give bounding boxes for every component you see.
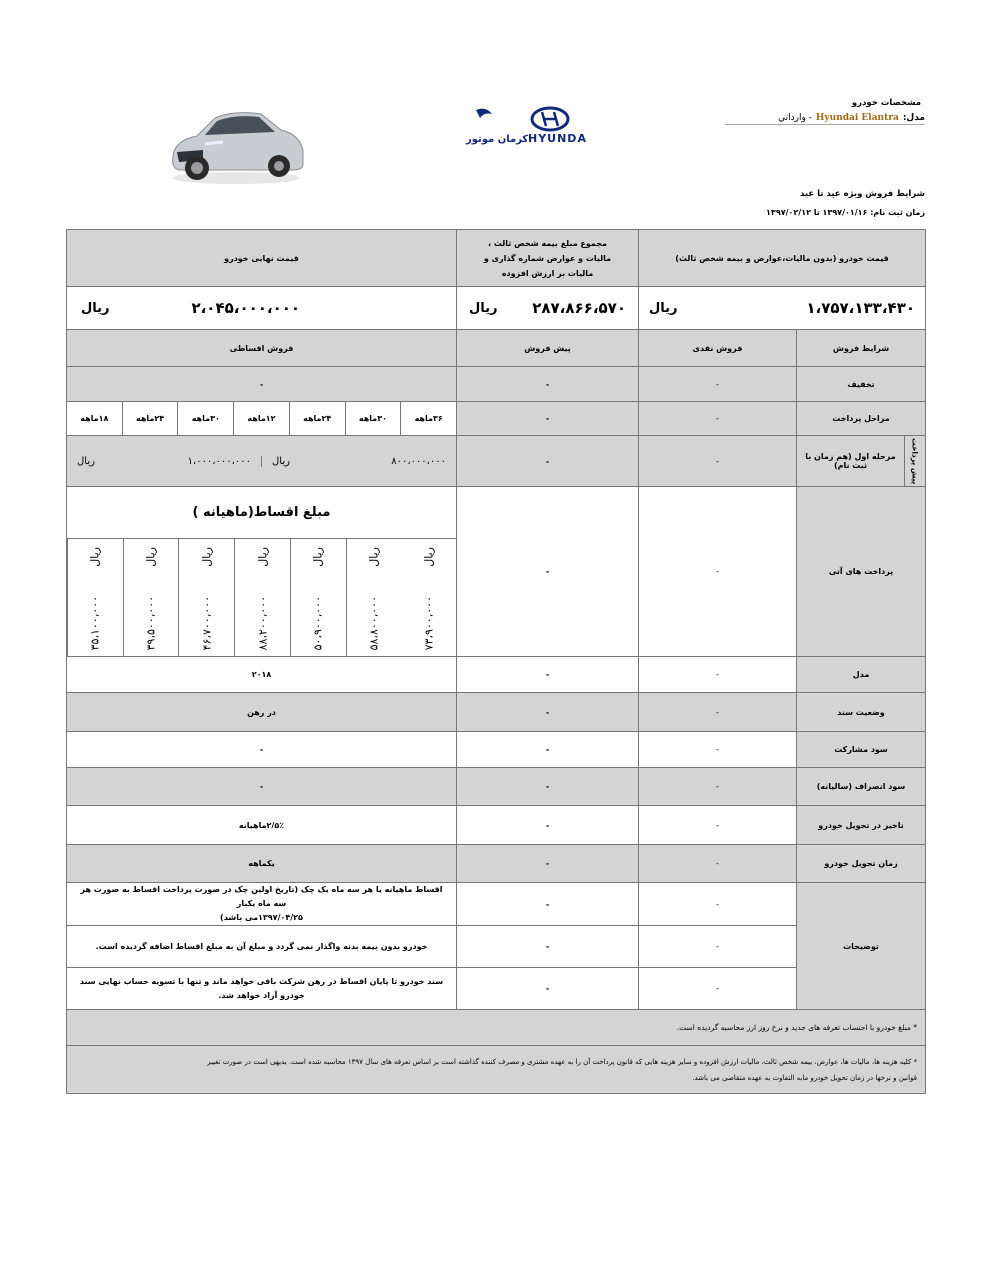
tax-currency: ريال <box>469 300 498 316</box>
tax-header-line1: مجموع مبلغ بیمه شخص ثالث ، <box>488 238 607 248</box>
delivery-pre: - <box>457 845 639 883</box>
stages-pre: - <box>457 402 639 436</box>
future-cash: - <box>639 487 797 657</box>
doc-status-installment: در رهن <box>67 693 457 732</box>
note-3-cash: - <box>639 968 797 1010</box>
partnership-label: سود مشارکت <box>797 732 926 768</box>
monthly-amount-col <box>346 539 402 656</box>
spec-title: مشخصات خودرو <box>851 98 921 108</box>
note-3-pre: - <box>457 968 639 1010</box>
note-1-cash: - <box>639 883 797 926</box>
model-pre: - <box>457 657 639 693</box>
doc-status-cash: - <box>639 693 797 732</box>
car-price-currency: ريال <box>649 300 678 316</box>
tax-cell <box>457 287 639 330</box>
final-price-currency: ريال <box>81 300 110 316</box>
registration-period: زمان ثبت نام: ۱۳۹۷/۰۱/۱۶ تا ۱۳۹۷/۰۲/۱۲ <box>766 208 925 217</box>
monthly-amount: ۴۶،۷۰۰،۰۰۰ <box>200 595 214 650</box>
cancel-label: سود انصراف (سالیانه) <box>797 768 926 806</box>
delay-label: تاخیر در تحویل خودرو <box>797 806 926 845</box>
discount-installment: - <box>67 367 457 402</box>
first-stage-b-value: ۱،۰۰۰،۰۰۰،۰۰۰ <box>187 455 251 467</box>
monthly-currency: ريال <box>256 547 270 567</box>
monthly-currency: ريال <box>422 547 436 567</box>
monthly-amount-col <box>67 539 123 656</box>
doc-status-pre: - <box>457 693 639 732</box>
first-stage-a-currency: ريال <box>272 455 290 467</box>
brand-en: HYUNDAI <box>528 132 586 145</box>
car-price-value: ۱،۷۵۷،۱۳۳،۴۳۰ <box>806 299 916 317</box>
tax-header <box>457 230 639 287</box>
brand-fa: کرمان موتور <box>466 134 529 145</box>
model-label: مدل <box>797 657 926 693</box>
monthly-currency: ريال <box>200 547 214 567</box>
cancel-installment: - <box>67 768 457 806</box>
partnership-installment: - <box>67 732 457 768</box>
discount-label: تخفیف <box>797 367 926 402</box>
monthly-amount: ۵۸،۸۰۰،۰۰۰ <box>367 595 381 650</box>
note-1: اقساط ماهیانه یا هر سه ماه یک چک (تاریخ اولین چک در صورت پرداخت اقساط به صورت هر سه ماه یکبار ۱۳۹۷/۰۴/۲۵می باشد) <box>67 883 457 926</box>
monthly-currency: ريال <box>88 547 102 567</box>
sale-title: شرایط فروش ویژه عید تا عید <box>799 189 925 199</box>
delivery-label: زمان تحویل خودرو <box>797 845 926 883</box>
tax-value: ۲۸۷،۸۶۶،۵۷۰ <box>532 299 626 317</box>
partnership-cash: - <box>639 732 797 768</box>
monthly-amount: ۳۵،۱۰۰،۰۰۰ <box>88 595 102 650</box>
delivery-installment: یکماهه <box>67 845 457 883</box>
tax-header-line2: مالیات و عوارض شماره گذاری و <box>483 253 612 263</box>
month-option: ۲۴ماهه <box>289 402 345 435</box>
delay-cash: - <box>639 806 797 845</box>
brand-logo <box>462 104 586 148</box>
model-installment: ۲۰۱۸ <box>67 657 457 693</box>
future-payments-label: پرداخت های آتی <box>797 487 926 657</box>
final-price-cell <box>67 287 457 330</box>
monthly-amount: ۳۹،۵۰۰،۰۰۰ <box>144 595 158 650</box>
monthly-currency: ريال <box>144 547 158 567</box>
first-stage-b-currency: ريال <box>77 455 95 467</box>
car-image <box>163 104 309 190</box>
cancel-pre: - <box>457 768 639 806</box>
monthly-amount-col <box>401 539 456 656</box>
doc-status-label: وضعیت سند <box>797 693 926 732</box>
conditions-label: شرایط فروش <box>797 330 926 367</box>
first-stage-pre: - <box>457 436 639 487</box>
model-line <box>725 111 925 125</box>
monthly-installments <box>67 487 457 657</box>
discount-pre: - <box>457 367 639 402</box>
monthly-amount-col <box>234 539 290 656</box>
model-cash: - <box>639 657 797 693</box>
pre-sale-header: پیش فروش <box>457 330 639 367</box>
note-2: خودرو بدون بیمه بدنه واگذار نمی گردد و مبلغ آن به مبلغ اقساط اضافه گردیده است. <box>67 926 457 968</box>
stages-cash: - <box>639 402 797 436</box>
notes-label: توضیحات <box>797 883 926 1010</box>
note-2-pre: - <box>457 926 639 968</box>
final-price-header: قیمت نهایی خودرو <box>67 230 457 287</box>
delivery-cash: - <box>639 845 797 883</box>
month-option: ۳۰ماهه <box>345 402 401 435</box>
first-stage-amounts <box>67 436 457 487</box>
prepayment-side: پیش پرداخت <box>905 436 926 487</box>
cancel-cash: - <box>639 768 797 806</box>
month-option: ۲۴ماهه <box>122 402 178 435</box>
delay-pre: - <box>457 806 639 845</box>
model-name: Hyundai Elantra <box>815 112 899 123</box>
cash-sale-header: فروش نقدی <box>639 330 797 367</box>
monthly-currency: ريال <box>367 547 381 567</box>
monthly-title: مبلغ اقساط(ماهیانه ) <box>67 487 456 539</box>
note-3: سند خودرو تا پایان اقساط در رهن شرکت باقی خواهد ماند و تنها با تسویه حساب نهایی سند خودرو آزاد خواهد شد. <box>67 968 457 1010</box>
tax-header-line3: مالیات بر ارزش افزوده <box>501 268 594 278</box>
discount-cash: - <box>639 367 797 402</box>
note-2-cash: - <box>639 926 797 968</box>
monthly-amount-col <box>123 539 179 656</box>
monthly-currency: ريال <box>311 547 325 567</box>
month-option: ۱۸ماهه <box>80 414 109 423</box>
first-stage-a-value: ۸۰۰،۰۰۰،۰۰۰ <box>391 455 446 467</box>
month-option: ۳۶ماهه <box>400 402 456 435</box>
first-stage-cash: - <box>639 436 797 487</box>
monthly-amount: ۵۰،۹۰۰،۰۰۰ <box>311 595 325 650</box>
model-label: مدل: <box>902 112 925 123</box>
car-price-header: قیمت خودرو (بدون مالیات،عوارض و بیمه شخص ثالث) <box>639 230 926 287</box>
delay-installment: ۲/۵٪ماهیانه <box>67 806 457 845</box>
footnote-2: * کلیه هزینه ها، مالیات ها، عوارض، بیمه شخص ثالث، مالیات ارزش افزوده و سایر هزینه هایی که قانون پرداخت آن را به عهده مشتری و مصرف کننده گذاشته است بر اساس تعرفه های سال ۱۳۹۷ محاسبه شده است. بدیهی است در صورت تغییر قوانین و نرخها در زمان تحویل خودرو مابه التفاوت به عهده متقاضی می باشد. <box>67 1046 926 1094</box>
note-1-pre: - <box>457 883 639 926</box>
monthly-amount-col <box>290 539 346 656</box>
monthly-amount: ۷۳،۹۰۰،۰۰۰ <box>422 595 436 650</box>
partnership-pre: - <box>457 732 639 768</box>
monthly-amount-col <box>178 539 234 656</box>
month-option: ۱۲ماهه <box>233 402 289 435</box>
installment-header: فروش اقساطی <box>67 330 457 367</box>
model-suffix: - وارداتي <box>778 112 812 123</box>
price-table <box>66 229 926 1094</box>
installment-months <box>67 402 457 436</box>
payment-stages-label: مراحل پرداخت <box>797 402 926 436</box>
first-stage-b <box>67 456 262 467</box>
first-stage-a <box>262 456 456 467</box>
month-option: ۳۰ماهه <box>177 402 233 435</box>
car-price-cell <box>639 287 926 330</box>
first-stage-label: مرحله اول (هم زمان با ثبت نام) <box>797 436 905 487</box>
monthly-amount: ۸۸،۲۰۰،۰۰۰ <box>256 595 270 650</box>
future-pre: - <box>457 487 639 657</box>
footnote-1: * مبلغ خودرو با احتساب تعرفه های جدید و نرخ روز ارز محاسبه گردیده است. <box>67 1010 926 1046</box>
final-price-value: ۲،۰۴۵،۰۰۰،۰۰۰ <box>191 299 301 317</box>
